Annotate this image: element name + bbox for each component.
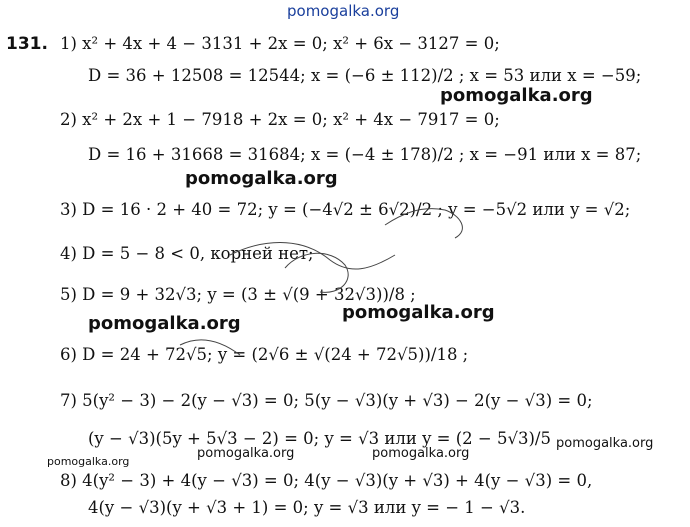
- watermark: pomogalka.org: [556, 436, 654, 451]
- solution-line: (y − √3)(5y + 5√3 − 2) = 0; y = √3 или y = (2 − 5√3)/5: [88, 429, 551, 448]
- watermark: pomogalka.org: [440, 85, 593, 106]
- watermark: pomogalka.org: [372, 446, 470, 461]
- solution-line: 6) D = 24 + 72√5; y = (2√6 ± √(24 + 72√5))/18 ;: [60, 345, 469, 364]
- watermark-top: pomogalka.org: [287, 2, 400, 20]
- watermark: pomogalka.org: [88, 313, 241, 334]
- solution-line: 7) 5(y² − 3) − 2(y − √3) = 0; 5(y − √3)(y + √3) − 2(y − √3) = 0;: [60, 391, 593, 410]
- solution-line: 3) D = 16 · 2 + 40 = 72; y = (−4√2 ± 6√2)/2 ; y = −5√2 или y = √2;: [60, 200, 631, 219]
- watermark: pomogalka.org: [197, 446, 295, 461]
- watermark: pomogalka.org: [342, 302, 495, 323]
- solution-line: 4) D = 5 − 8 < 0, корней нет;: [60, 244, 314, 263]
- watermark: pomogalka.org: [185, 168, 338, 189]
- solution-line: D = 16 + 31668 = 31684; x = (−4 ± 178)/2 ; x = −91 или x = 87;: [88, 145, 642, 164]
- solution-line: 1) x² + 4x + 4 − 3131 + 2x = 0; x² + 6x − 3127 = 0;: [60, 34, 500, 53]
- solution-line: 4(y − √3)(y + √3 + 1) = 0; y = √3 или y = − 1 − √3.: [88, 498, 526, 517]
- problem-number: 131.: [6, 34, 48, 54]
- solution-line: 8) 4(y² − 3) + 4(y − √3) = 0; 4(y − √3)(y + √3) + 4(y − √3) = 0,: [60, 471, 593, 490]
- solution-line: 5) D = 9 + 32√3; y = (3 ± √(9 + 32√3))/8 ;: [60, 285, 416, 304]
- solution-line: D = 36 + 12508 = 12544; x = (−6 ± 112)/2 ; x = 53 или x = −59;: [88, 66, 642, 85]
- solution-line: 2) x² + 2x + 1 − 7918 + 2x = 0; x² + 4x − 7917 = 0;: [60, 110, 500, 129]
- watermark: pomogalka.org: [47, 455, 130, 468]
